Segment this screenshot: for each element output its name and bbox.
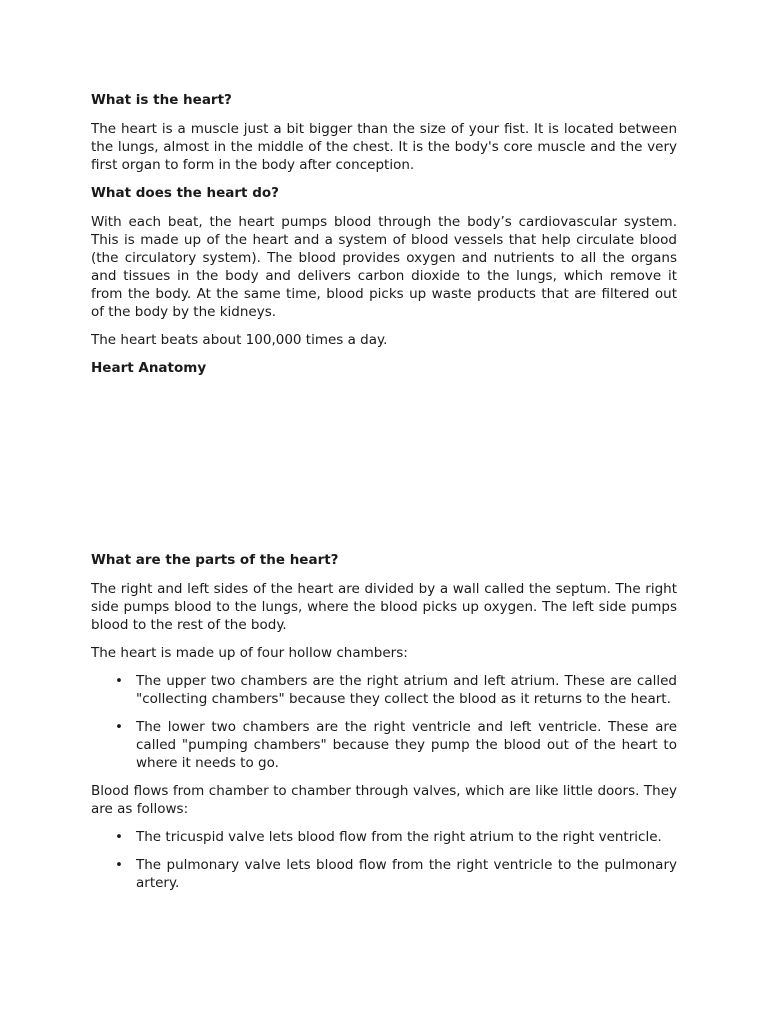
list-item-text: The lower two chambers are the right ventricle and left ventricle. These are called "pumping chambers" because they pump the blood out of the heart to where it needs to go. <box>136 719 677 771</box>
paragraph-heart-function: With each beat, the heart pumps blood through the body’s cardiovascular system. This is made up of the heart and a system of blood vessels that help circulate blood (the circulatory system). The blood provides oxygen and nutrients to all the organs and tissues in the body and delivers carbon dioxide to the lungs, which remove it from the body. At the same time, blood picks up waste products that are filtered out of the body by the kidneys. <box>91 214 677 320</box>
list-item-text: The pulmonary valve lets blood flow from the right ventricle to the pulmonary artery. <box>136 857 677 891</box>
bullet-icon: • <box>115 857 123 873</box>
list-item-text: The tricuspid valve lets blood flow from the right atrium to the right ventricle. <box>136 829 662 845</box>
heading-what-does-heart-do: What does the heart do? <box>91 185 279 201</box>
list-item <box>91 718 677 772</box>
bullet-icon: • <box>115 719 123 735</box>
list-item-text: The upper two chambers are the right atrium and left atrium. These are called "collecting chambers" because they collect the blood as it returns to the heart. <box>136 673 677 707</box>
list-item <box>91 672 677 708</box>
image-placeholder <box>91 388 677 551</box>
paragraph-valves-intro: Blood flows from chamber to chamber through valves, which are like little doors. They are as follows: <box>91 783 677 817</box>
valves-list <box>91 828 677 892</box>
chambers-list <box>91 672 677 772</box>
heading-heart-anatomy: Heart Anatomy <box>91 360 207 376</box>
bullet-icon: • <box>115 829 123 845</box>
paragraph-heart-beats: The heart beats about 100,000 times a day. <box>91 332 388 348</box>
document-page <box>91 91 677 902</box>
heading-parts-of-heart: What are the parts of the heart? <box>91 552 339 568</box>
paragraph-heart-definition: The heart is a muscle just a bit bigger than the size of your fist. It is located between the lungs, almost in the middle of the chest. It is the body's core muscle and the very first organ to form in the body after conception. <box>91 121 677 173</box>
paragraph-four-chambers: The heart is made up of four hollow chambers: <box>91 645 408 661</box>
list-item <box>91 856 677 892</box>
bullet-icon: • <box>115 673 123 689</box>
list-item <box>91 828 677 846</box>
heading-what-is-heart: What is the heart? <box>91 92 232 108</box>
paragraph-septum: The right and left sides of the heart are divided by a wall called the septum. The right side pumps blood to the lungs, where the blood picks up oxygen. The left side pumps blood to the rest of the body. <box>91 581 677 633</box>
